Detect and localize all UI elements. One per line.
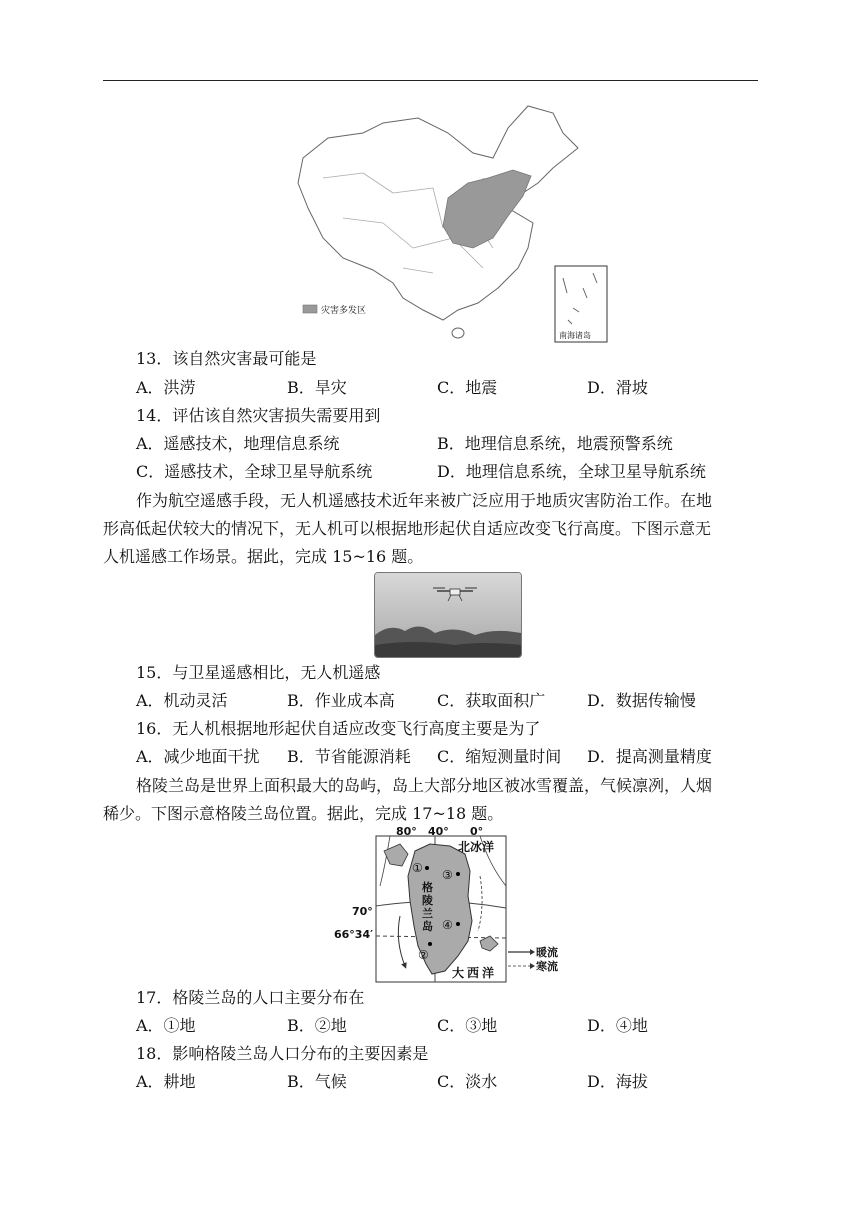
q17-option-b[interactable]: B．②地 <box>287 1016 347 1035</box>
q15-stem: 15．与卫星遥感相比，无人机遥感 <box>136 663 381 682</box>
q16-option-b[interactable]: B．节省能源消耗 <box>287 747 411 766</box>
q14-option-d[interactable]: D．地理信息系统，全球卫星导航系统 <box>437 462 706 481</box>
passage1-line-3: 人机遥感工作场景。据此，完成 15~16 题。 <box>103 547 424 566</box>
q18-option-d[interactable]: D．海拔 <box>587 1072 648 1091</box>
q16-option-c[interactable]: C．缩短测量时间 <box>437 747 562 766</box>
q14-option-b[interactable]: B．地理信息系统，地震预警系统 <box>437 434 673 453</box>
q15-option-c[interactable]: C．获取面积广 <box>437 691 546 710</box>
island-name-4: 岛 <box>422 920 433 933</box>
q16-option-d[interactable]: D．提高测量精度 <box>587 747 712 766</box>
legend-swatch <box>303 305 317 313</box>
china-disaster-map <box>283 98 613 346</box>
point-3: ③ <box>442 868 453 882</box>
q17-option-d[interactable]: D．④地 <box>587 1016 648 1035</box>
q13-option-a[interactable]: A．洪涝 <box>136 378 196 397</box>
island-name-3: 兰 <box>422 907 433 920</box>
inset-label: 南海诸岛 <box>559 331 591 340</box>
map-legend-label: 灾害多发区 <box>321 306 367 316</box>
island-name-1: 格 <box>422 881 433 894</box>
q14-stem: 14．评估该自然灾害损失需要用到 <box>136 406 381 425</box>
lat-label-66: 66°34′ <box>334 928 374 941</box>
lon-label-80: 80° <box>396 825 417 838</box>
lon-label-0: 0° <box>470 825 484 838</box>
island-name-2: 陵 <box>422 894 433 907</box>
lat-label-70: 70° <box>352 905 373 918</box>
q13-option-d[interactable]: D．滑坡 <box>587 378 648 397</box>
greenland-map <box>330 826 570 986</box>
point-2: ② <box>418 948 429 962</box>
q17-option-a[interactable]: A．①地 <box>136 1016 196 1035</box>
q17-option-c[interactable]: C．③地 <box>437 1016 498 1035</box>
q18-option-c[interactable]: C．淡水 <box>437 1072 498 1091</box>
passage2-line-1: 格陵兰岛是世界上面积最大的岛屿，岛上大部分地区被冰雪覆盖，气候凛冽，人烟 <box>136 776 713 795</box>
drone-photo <box>374 572 522 658</box>
q18-option-a[interactable]: A．耕地 <box>136 1072 196 1091</box>
q15-option-a[interactable]: A．机动灵活 <box>136 691 228 710</box>
q17-stem: 17．格陵兰岛的人口主要分布在 <box>136 988 365 1007</box>
q14-option-a[interactable]: A．遥感技术，地理信息系统 <box>136 434 340 453</box>
passage1-line-2: 形高低起伏较大的情况下，无人机可以根据地形起伏自适应改变飞行高度。下图示意无 <box>103 519 712 538</box>
q13-option-b[interactable]: B．旱灾 <box>287 378 347 397</box>
drone-photo-drawing <box>375 573 521 657</box>
q13-option-c[interactable]: C．地震 <box>437 378 498 397</box>
q18-option-b[interactable]: B．气候 <box>287 1072 347 1091</box>
legend-warm-label: 暖流 <box>536 946 558 959</box>
header-rule <box>103 80 758 81</box>
legend-cold-label: 寒流 <box>536 960 558 973</box>
lon-label-40: 40° <box>428 825 449 838</box>
q16-stem: 16．无人机根据地形起伏自适应改变飞行高度主要是为了 <box>136 719 541 738</box>
ocean-south-label: 大西洋 <box>452 966 498 980</box>
q13-stem: 13．该自然灾害最可能是 <box>136 349 317 368</box>
q14-option-c[interactable]: C．遥感技术，全球卫星导航系统 <box>136 462 373 481</box>
q15-option-b[interactable]: B．作业成本高 <box>287 691 395 710</box>
q16-option-a[interactable]: A．减少地面干扰 <box>136 747 260 766</box>
passage2-line-2: 稀少。下图示意格陵兰岛位置。据此，完成 17~18 题。 <box>103 804 504 823</box>
ocean-north-label: 北冰洋 <box>458 840 495 854</box>
q15-option-d[interactable]: D．数据传输慢 <box>587 691 696 710</box>
q18-stem: 18．影响格陵兰岛人口分布的主要因素是 <box>136 1044 429 1063</box>
point-4: ④ <box>442 918 453 932</box>
point-1: ① <box>412 861 423 875</box>
passage1-line-1: 作为航空遥感手段，无人机遥感技术近年来被广泛应用于地质灾害防治工作。在地 <box>136 491 713 510</box>
